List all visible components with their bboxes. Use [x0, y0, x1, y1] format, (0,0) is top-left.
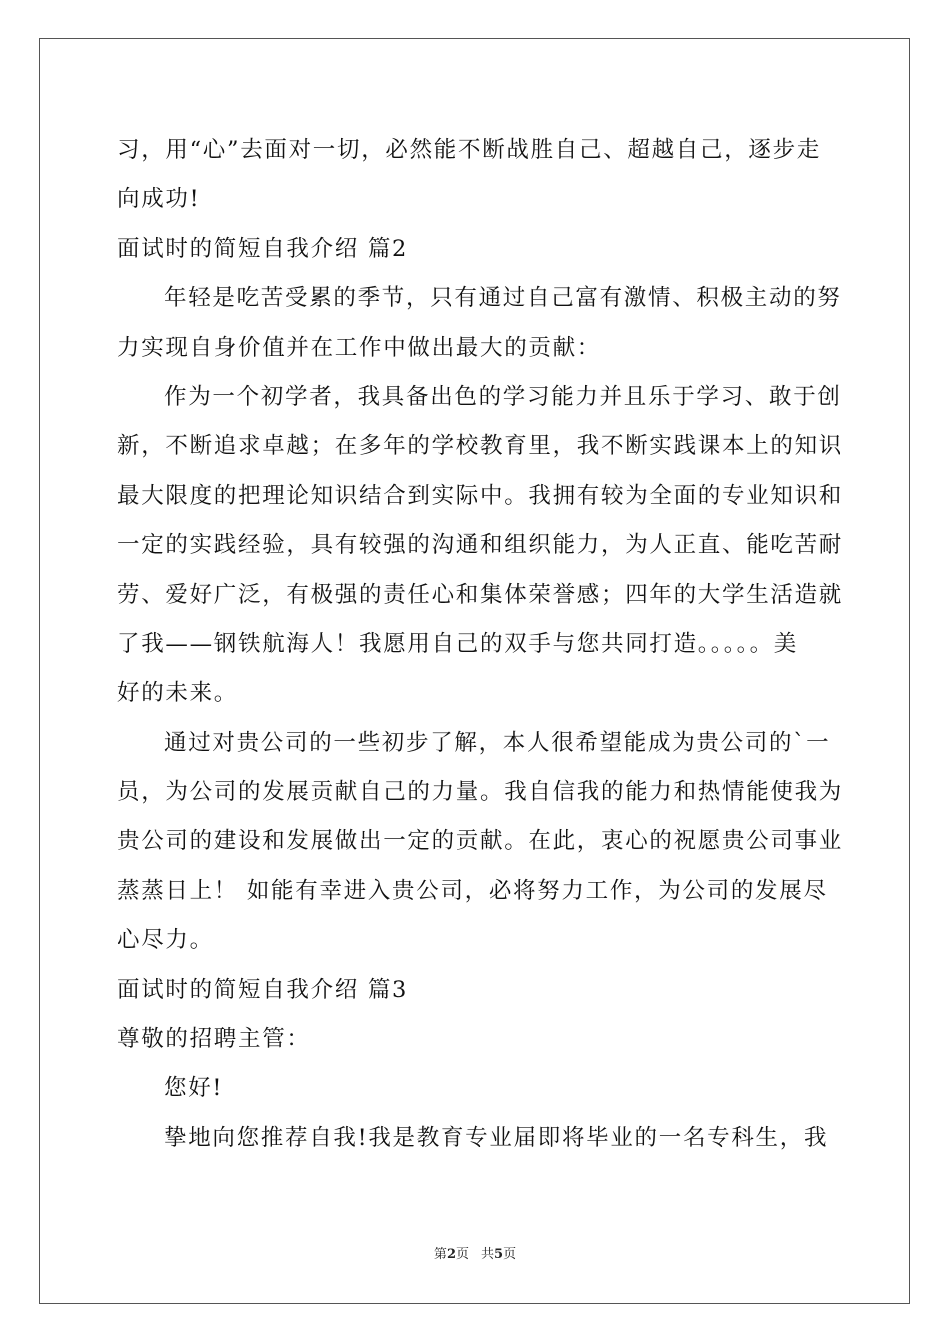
section-heading: 面试时的简短自我介绍 篇2 [117, 235, 409, 262]
total-pages-number: 5 [494, 1247, 504, 1262]
paragraph-line: 年轻是吃苦受累的季节，只有通过自己富有激情、积极主动的努 [164, 285, 842, 312]
paragraph-line: 力实现自身价值并在工作中做出最大的贡献： [117, 334, 602, 361]
paragraph-line: 员，为公司的发展贡献自己的力量。我自信我的能力和热情能使我为 [117, 779, 844, 806]
paragraph-line: 好的未来。 [117, 680, 239, 707]
page-footer [0, 1247, 950, 1263]
paragraph-line: 向成功! [117, 186, 201, 213]
footer-total-unit: 页 [503, 1247, 517, 1262]
current-page-number: 2 [446, 1247, 456, 1262]
paragraph-line: 习，用“心”去面对一切，必然能不断战胜自己、超越自己，逐步走 [117, 137, 822, 163]
letter-salutation: 尊敬的招聘主管： [117, 1026, 311, 1053]
section-heading: 面试时的简短自我介绍 篇3 [117, 976, 409, 1003]
paragraph-line: 新，不断追求卓越；在多年的学校教育里，我不断实践课本上的知识 [117, 433, 844, 460]
paragraph-line: 贵公司的建设和发展做出一定的贡献。在此，衷心的祝愿贵公司事业 [117, 828, 844, 855]
footer-page-unit: 页 [455, 1247, 469, 1262]
letter-greeting: 您好! [164, 1075, 224, 1102]
paragraph-line: 了我——钢铁航海人！我愿用自己的双手与您共同打造。。。。。美 [117, 630, 799, 657]
paragraph-line: 作为一个初学者，我具备出色的学习能力并且乐于学习、敢于创 [164, 383, 842, 410]
paragraph-line: 挚地向您推荐自我!我是教育专业届即将毕业的一名专科生，我 [164, 1124, 829, 1151]
document-body [117, 126, 844, 1163]
paragraph-line: 劳、爱好广泛，有极强的责任心和集体荣誉感；四年的大学生活造就 [117, 581, 844, 608]
paragraph-line: 一定的实践经验，具有较强的沟通和组织能力，为人正直、能吃苦耐 [117, 532, 844, 559]
footer-total-prefix: 共 [481, 1247, 495, 1262]
paragraph-line: 蒸蒸日上！ 如能有幸进入贵公司，必将努力工作，为公司的发展尽 [117, 877, 828, 904]
paragraph-line: 通过对贵公司的一些初步了解，本人很希望能成为贵公司的`一 [164, 729, 831, 756]
paragraph-line: 最大限度的把理论知识结合到实际中。我拥有较为全面的专业知识和 [117, 482, 844, 509]
paragraph-line: 心尽力。 [117, 927, 214, 954]
footer-prefix: 第 [433, 1247, 447, 1262]
